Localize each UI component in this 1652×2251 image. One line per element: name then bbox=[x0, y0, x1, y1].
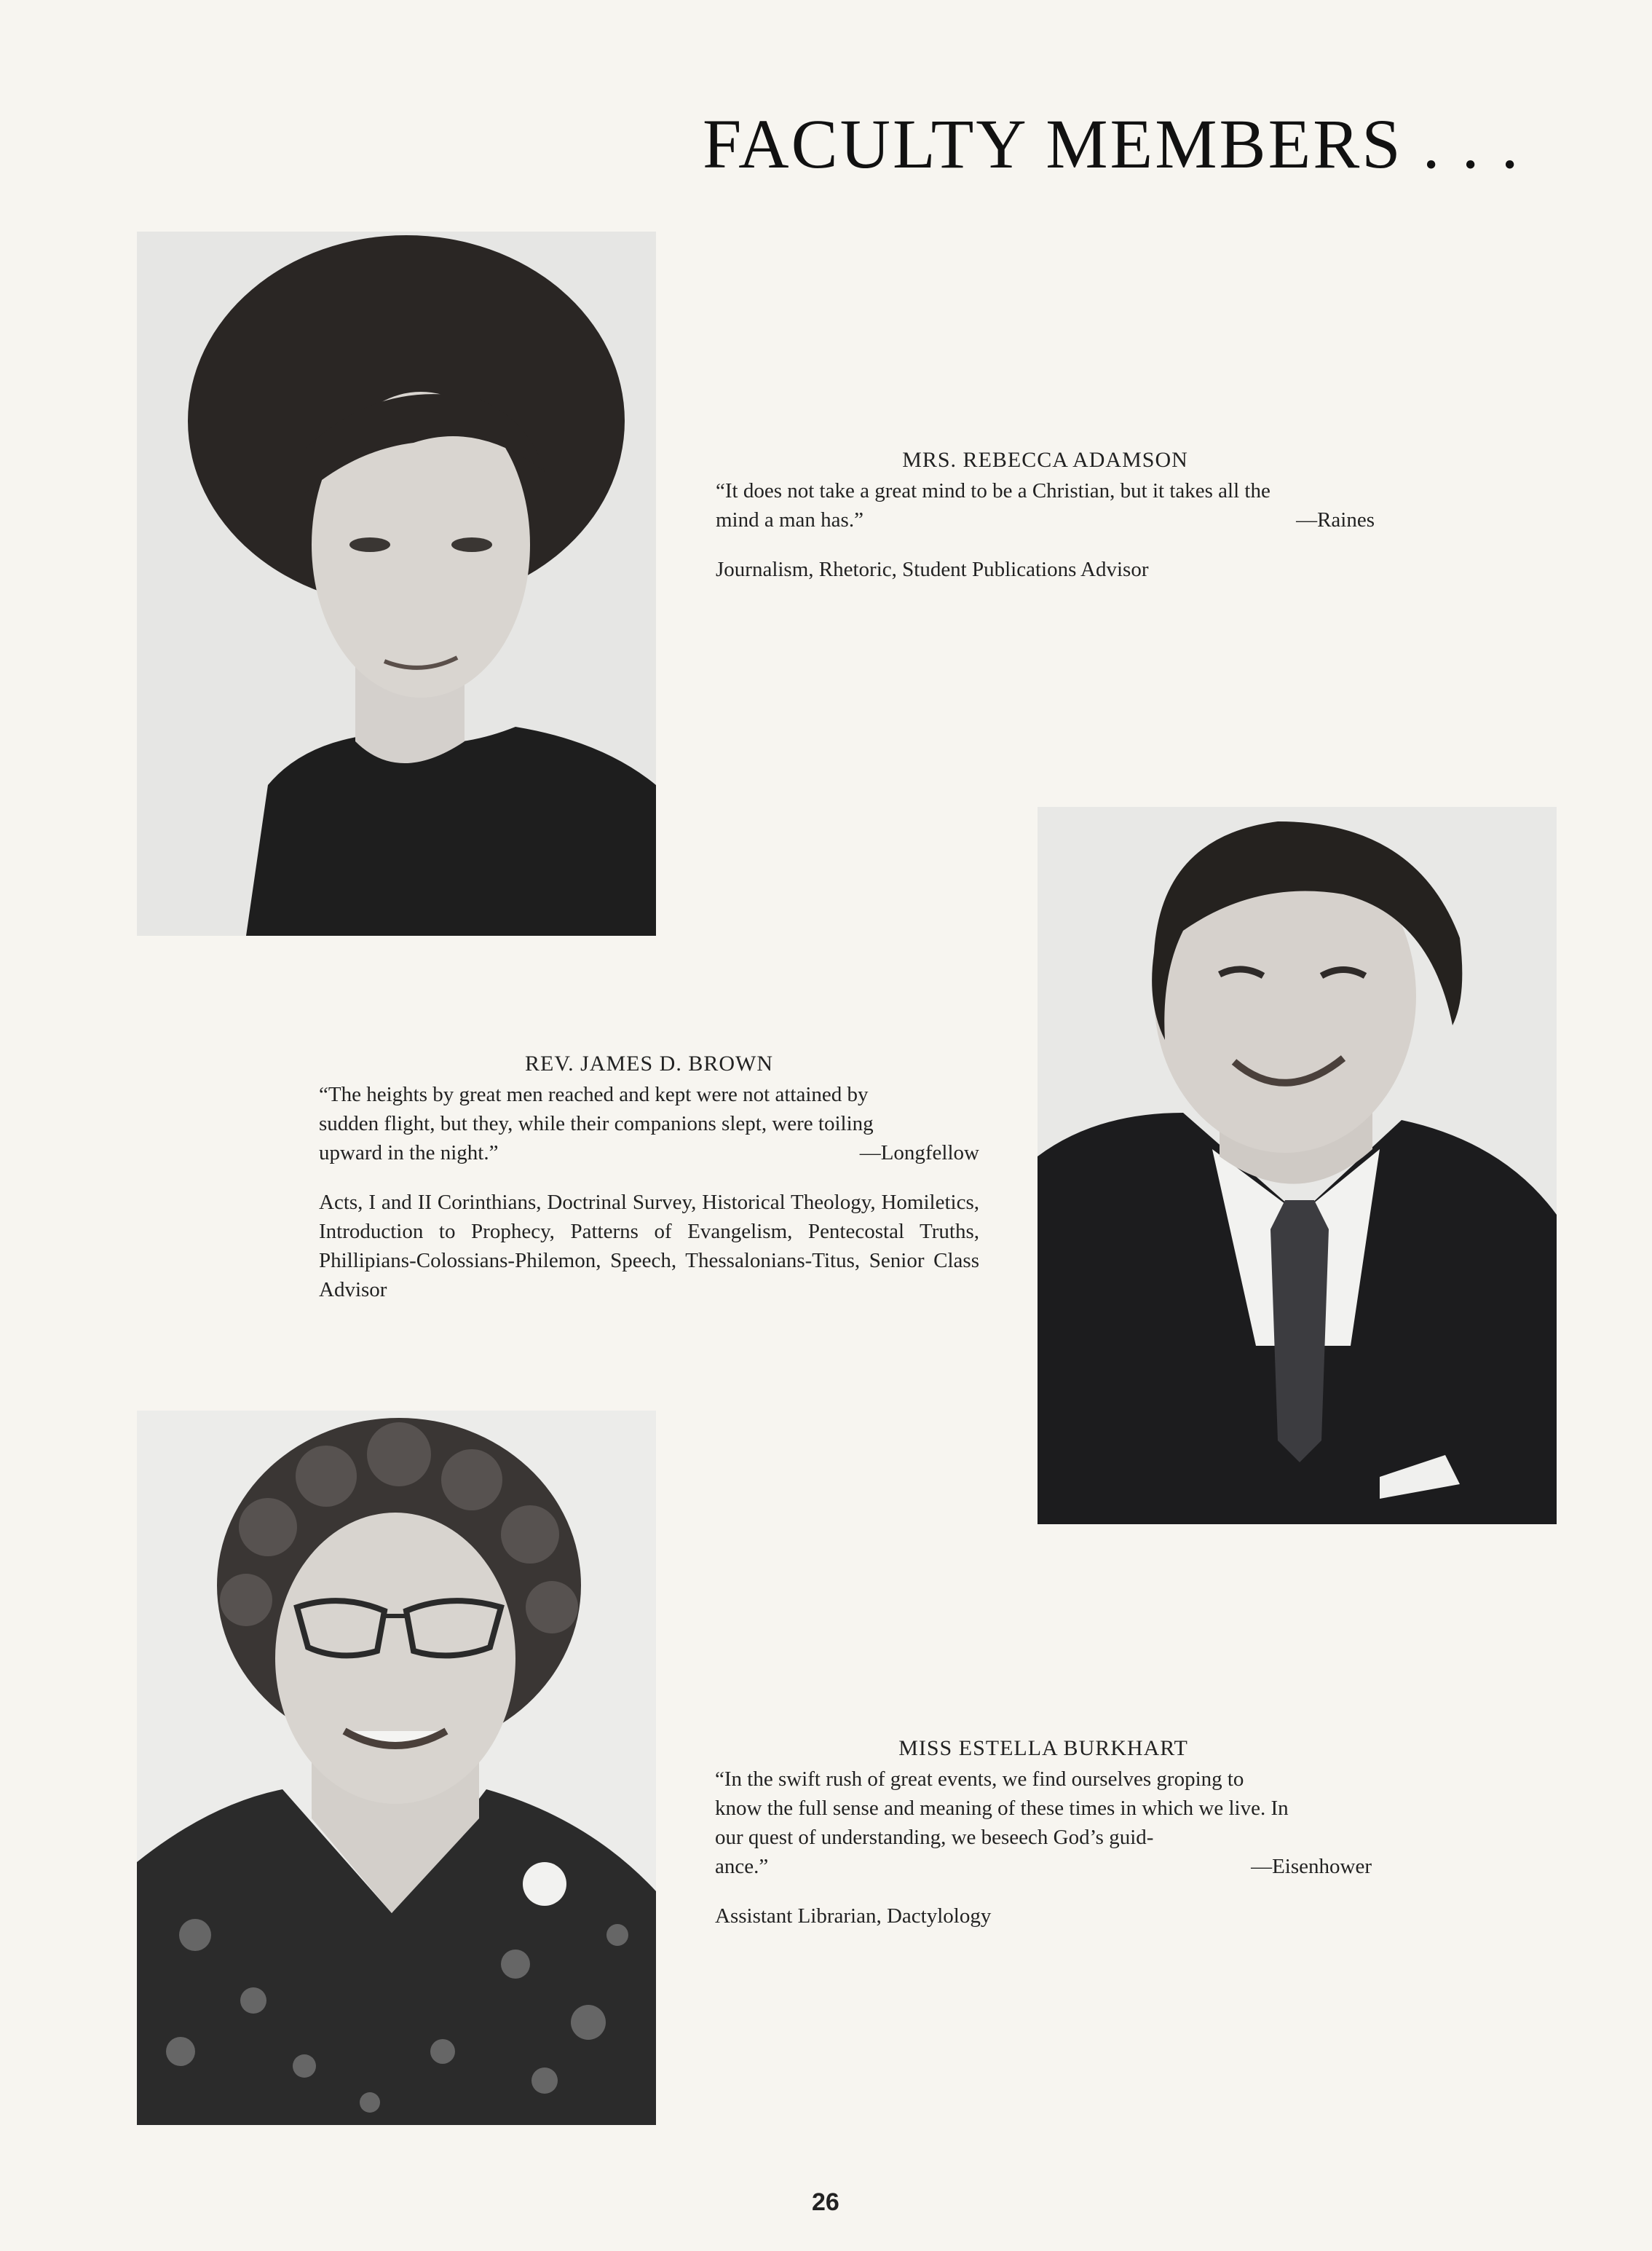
quote-line: mind a man has.” bbox=[716, 508, 863, 532]
quote-line: “In the swift rush of great events, we find ourselves groping to bbox=[715, 1767, 1244, 1791]
page-number: 26 bbox=[812, 2188, 839, 2216]
quote-attribution: —Raines bbox=[1296, 508, 1375, 532]
portrait-rebecca-adamson bbox=[137, 232, 656, 936]
quote-last-line bbox=[715, 1852, 1372, 1881]
quote-attribution: —Longfellow bbox=[859, 1141, 979, 1164]
quote-line: our quest of understanding, we beseech God’s guid- bbox=[715, 1826, 1154, 1849]
faculty-bio-burkhart bbox=[715, 1734, 1372, 1931]
quote-attribution: —Eisenhower bbox=[1251, 1855, 1372, 1878]
page-title: FACULTY MEMBERS . . . bbox=[703, 105, 1521, 183]
quote-line: ance.” bbox=[715, 1855, 769, 1878]
quote-line: “The heights by great men reached and kept were not attained by bbox=[319, 1083, 869, 1106]
faculty-subjects: Acts, I and II Corinthians, Doctrinal Survey, Historical Theology, Homiletics, Introduction to Prophecy, Patterns of Evangelism, Pentecostal Truths, Phillipians-Colossians-Philemon, Speech, Thessalonians-Titus, Senior Class Advisor bbox=[319, 1191, 979, 1301]
faculty-name: MRS. REBECCA ADAMSON bbox=[902, 448, 1188, 472]
quote-line: upward in the night.” bbox=[319, 1141, 499, 1164]
faculty-quote bbox=[319, 1080, 979, 1167]
portrait-estella-burkhart bbox=[137, 1411, 656, 2125]
faculty-bio-adamson bbox=[716, 446, 1375, 584]
faculty-subjects: Assistant Librarian, Dactylology bbox=[715, 1904, 992, 1928]
quote-last-line bbox=[716, 505, 1375, 535]
quote-line: know the full sense and meaning of these times in which we live. In bbox=[715, 1797, 1289, 1820]
faculty-bio-brown bbox=[319, 1049, 979, 1304]
faculty-quote bbox=[716, 476, 1375, 535]
faculty-quote bbox=[715, 1765, 1372, 1881]
faculty-name: MISS ESTELLA BURKHART bbox=[898, 1736, 1188, 1760]
quote-line: sudden flight, but they, while their companions slept, were toiling bbox=[319, 1112, 874, 1135]
faculty-subjects: Journalism, Rhetoric, Student Publications Advisor bbox=[716, 558, 1149, 581]
quote-line: “It does not take a great mind to be a Christian, but it takes all the bbox=[716, 479, 1270, 502]
faculty-name: REV. JAMES D. BROWN bbox=[525, 1052, 773, 1076]
quote-last-line bbox=[319, 1138, 979, 1167]
portrait-james-brown bbox=[1038, 807, 1557, 1524]
